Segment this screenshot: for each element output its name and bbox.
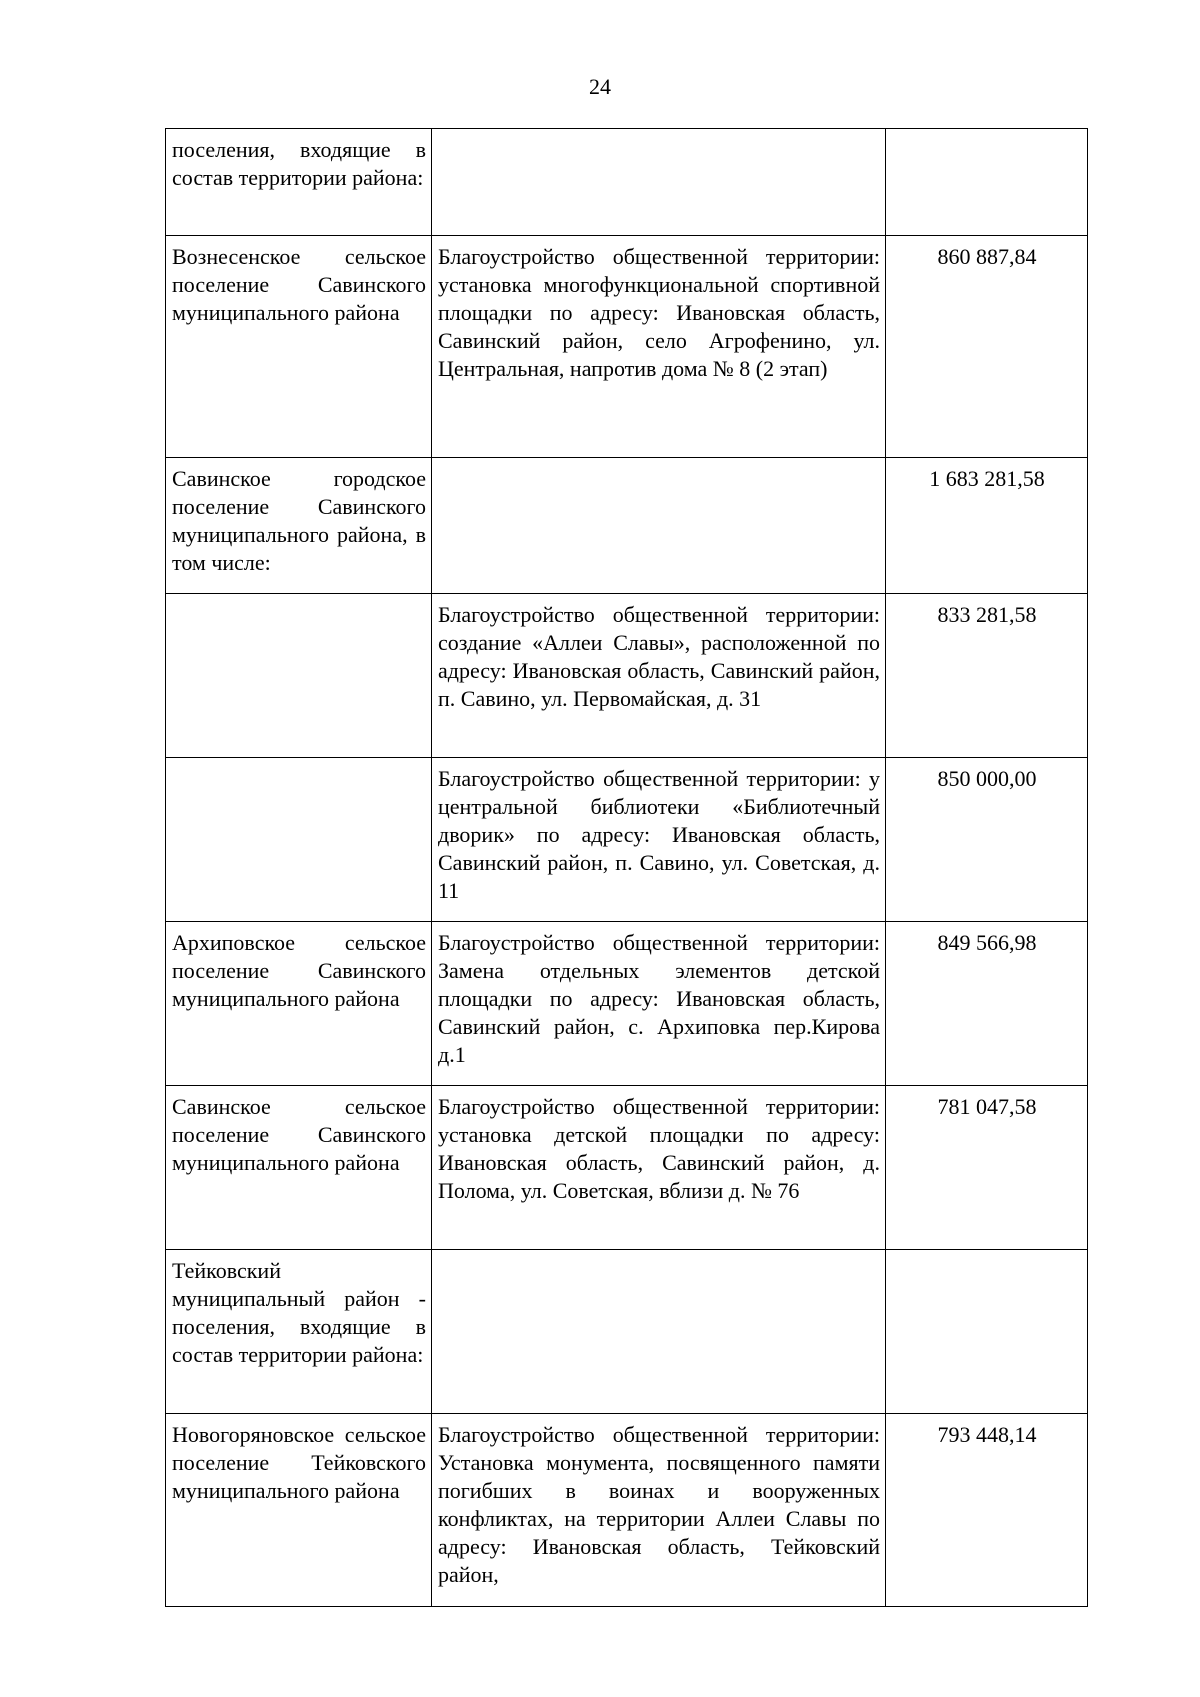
project-cell [432,129,886,236]
table-row [166,594,1088,758]
project-cell [432,458,886,594]
amount-cell: 850 000,00 [886,758,1088,922]
amount-cell [886,129,1088,236]
municipality-cell: поселения, входящие в состав территории района: [166,129,432,236]
table-row [166,129,1088,236]
amount-cell: 860 887,84 [886,236,1088,458]
page-number: 24 [589,74,611,99]
project-cell [432,1250,886,1414]
project-cell: Благоустройство общественной территории: Замена отдельных элементов детской площадки по адресу: Ивановская область, Савинский район, с. Архиповка пер.Кирова д.1 [432,922,886,1086]
amount-cell: 1 683 281,58 [886,458,1088,594]
municipality-cell: Архиповское сельское поселение Савинского муниципального района [166,922,432,1086]
municipality-cell: Новогоряновское сельское поселение Тейковского муниципального района [166,1414,432,1607]
table-row [166,236,1088,458]
amount-cell: 781 047,58 [886,1086,1088,1250]
municipality-cell: Савинское городское поселение Савинского муниципального района, в том числе: [166,458,432,594]
project-cell: Благоустройство общественной территории: установка многофункциональной спортивной площадки по адресу: Ивановская область, Савинский район, село Агрофенино, ул. Центральная, напротив дома № 8 (2 этап) [432,236,886,458]
project-cell: Благоустройство общественной территории: Установка монумента, посвященного памяти погибших в воинах и вооруженных конфликтах, на территории Аллеи Славы по адресу: Ивановская область, Тейковский район, [432,1414,886,1607]
amount-cell: 849 566,98 [886,922,1088,1086]
project-cell: Благоустройство общественной территории: у центральной библиотеки «Библиотечный дворик» по адресу: Ивановская область, Савинский район, п. Савино, ул. Советская, д. 11 [432,758,886,922]
municipality-cell [166,758,432,922]
project-cell: Благоустройство общественной территории: создание «Аллеи Славы», расположенной по адресу: Ивановская область, Савинский район, п. Савино, ул. Первомайская, д. 31 [432,594,886,758]
municipality-cell: Вознесенское сельское поселение Савинского муниципального района [166,236,432,458]
municipality-cell: Савинское сельское поселение Савинского муниципального района [166,1086,432,1250]
amount-cell: 833 281,58 [886,594,1088,758]
municipality-cell: Тейковский муниципальный район - поселения, входящие в состав территории района: [166,1250,432,1414]
municipality-cell [166,594,432,758]
table-row [166,758,1088,922]
funding-table [165,128,1088,1607]
amount-cell [886,1250,1088,1414]
table-row [166,922,1088,1086]
project-cell: Благоустройство общественной территории: установка детской площадки по адресу: Ивановская область, Савинский район, д. Полома, ул. Советская, вблизи д. № 76 [432,1086,886,1250]
table-row [166,1086,1088,1250]
table-row [166,1414,1088,1607]
amount-cell: 793 448,14 [886,1414,1088,1607]
table-row [166,458,1088,594]
table-row [166,1250,1088,1414]
